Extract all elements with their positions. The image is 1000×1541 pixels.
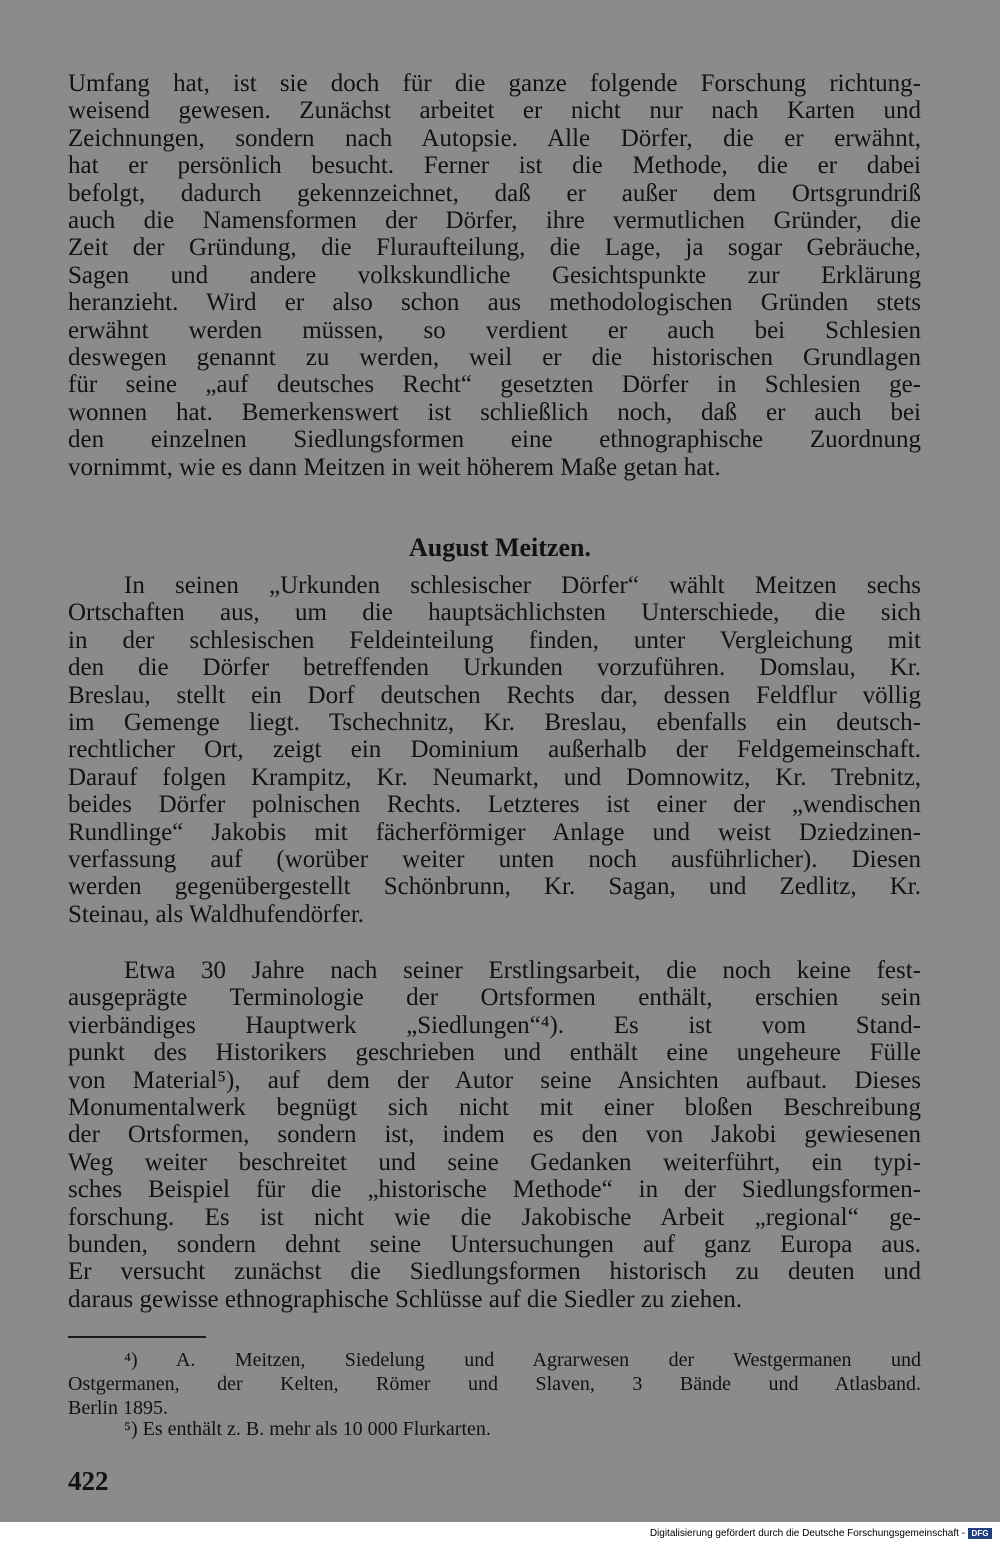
text-line: Darauf folgen Krampitz, Kr. Neumarkt, und Domnowitz, Kr. Trebnitz, [68,763,921,791]
text-line: sches Beispiel für die „historische Methode“ in der Siedlungsformen- [68,1176,921,1204]
page-number: 422 [68,1466,109,1496]
paragraph-1 [68,70,921,481]
text-line: punkt des Historikers geschrieben und enthält eine ungeheure Fülle [68,1039,921,1067]
text-line: den einzelnen Siedlungsformen eine ethnographische Zuordnung [68,426,921,454]
text-line: ausgeprägte Terminologie der Ortsformen enthält, erschien sein [68,984,921,1012]
footnote-line: ⁴) A. Meitzen, Siedelung und Agrarwesen der Westgermanen und [124,1349,921,1371]
footnote-line: Ostgermanen, der Kelten, Römer und Slaven, 3 Bände und Atlasband. [68,1373,921,1395]
text-line: werden gegenübergestellt Schönbrunn, Kr. Sagan, und Zedlitz, Kr. [68,873,921,901]
paragraph-3 [68,957,921,1313]
text-line: erwähnt werden müssen, so verdient er auch bei Schlesien [68,316,921,344]
text-line: weisend gewesen. Zunächst arbeitet er nicht nur nach Karten und [68,97,921,125]
text-line: daraus gewisse ethnographische Schlüsse auf die Siedler zu ziehen. [68,1285,743,1313]
text-line: rechtlicher Ort, zeigt ein Dominium außerhalb der Feldgemeinschaft. [68,736,921,764]
text-line: vornimmt, wie es dann Meitzen in weit höherem Maße getan hat. [68,453,721,481]
footnote-4 [68,1348,921,1420]
text-line: für seine „auf deutsches Recht“ gesetzten Dörfer in Schlesien ge- [68,371,921,399]
text-line: Breslau, stellt ein Dorf deutschen Rechts dar, dessen Feldflur völlig [68,681,921,709]
text-line: verfassung auf (worüber weiter unten noch ausführlicher). Diesen [68,846,921,874]
text-line: hat er persönlich besucht. Ferner ist die Methode, die er dabei [68,152,921,180]
text-line: Ortschaften aus, um die hauptsächlichsten Unterschiede, die sich [68,599,921,627]
text-line: Umfang hat, ist sie doch für die ganze folgende Forschung richtung- [68,70,921,97]
text-line: von Material⁵), auf dem der Autor seine Ansichten aufbaut. Dieses [68,1066,921,1094]
text-line: Er versucht zunächst die Siedlungsformen historisch zu deuten und [68,1258,921,1286]
text-line: auch die Namensformen der Dörfer, ihre vermutlichen Gründer, die [68,207,921,235]
text-line: Zeit der Gründung, die Fluraufteilung, die Lage, ja sogar Gebräuche, [68,234,921,262]
text-line: Monumentalwerk begnügt sich nicht mit einer bloßen Beschreibung [68,1094,921,1122]
text-line: deswegen genannt zu werden, weil er die historischen Grundlagen [68,344,921,372]
text-line: beides Dörfer polnischen Rechts. Letzteres ist einer der „wendischen [68,791,921,819]
paragraph-2 [68,572,921,928]
text-line: im Gemenge liegt. Tschechnitz, Kr. Breslau, ebenfalls ein deutsch- [68,709,921,737]
text-line: In seinen „Urkunden schlesischer Dörfer“ wählt Meitzen sechs [124,572,921,599]
footnote-5: ⁵) Es enthält z. B. mehr als 10 000 Flurkarten. [124,1418,491,1440]
dfg-logo: DFG [968,1528,992,1539]
footnote-divider [68,1336,206,1338]
text-line: Steinau, als Waldhufendörfer. [68,900,365,928]
text-line: den die Dörfer betreffenden Urkunden vorzuführen. Domslau, Kr. [68,654,921,682]
text-line: bunden, sondern dehnt seine Untersuchungen auf ganz Europa aus. [68,1231,921,1259]
text-line: Etwa 30 Jahre nach seiner Erstlingsarbeit, die noch keine fest- [124,957,921,984]
text-line: Zeichnungen, sondern nach Autopsie. Alle Dörfer, die er erwähnt, [68,124,921,152]
text-line: in der schlesischen Feldeinteilung finden, unter Vergleichung mit [68,626,921,654]
text-line: Rundlinge“ Jakobis mit fächerförmiger Anlage und weist Dziedzinen- [68,818,921,846]
text-line: vierbändiges Hauptwerk „Siedlungen“⁴). Es ist vom Stand- [68,1011,921,1039]
footnote-line: Berlin 1895. [68,1397,168,1419]
text-line: der Ortsformen, sondern ist, indem es den von Jakobi gewiesenen [68,1121,921,1149]
text-line: befolgt, dadurch gekennzeichnet, daß er außer dem Ortsgrundriß [68,179,921,207]
footer-credit: Digitalisierung gefördert durch die Deutsche Forschungsgemeinschaft - [649,1527,965,1539]
section-heading: August Meitzen. [409,533,591,562]
text-line: Weg weiter beschreitet und seine Gedanken weiterführt, ein typi- [68,1148,921,1176]
text-line: heranzieht. Wird er also schon aus methodologischen Gründen stets [68,289,921,317]
text-line: Sagen und andere volkskundliche Gesichtspunkte zur Erklärung [68,261,921,289]
digitization-footer [650,1527,992,1539]
text-line: wonnen hat. Bemerkenswert ist schließlich noch, daß er auch bei [68,398,921,426]
text-line: forschung. Es ist nicht wie die Jakobische Arbeit „regional“ ge- [68,1203,921,1231]
